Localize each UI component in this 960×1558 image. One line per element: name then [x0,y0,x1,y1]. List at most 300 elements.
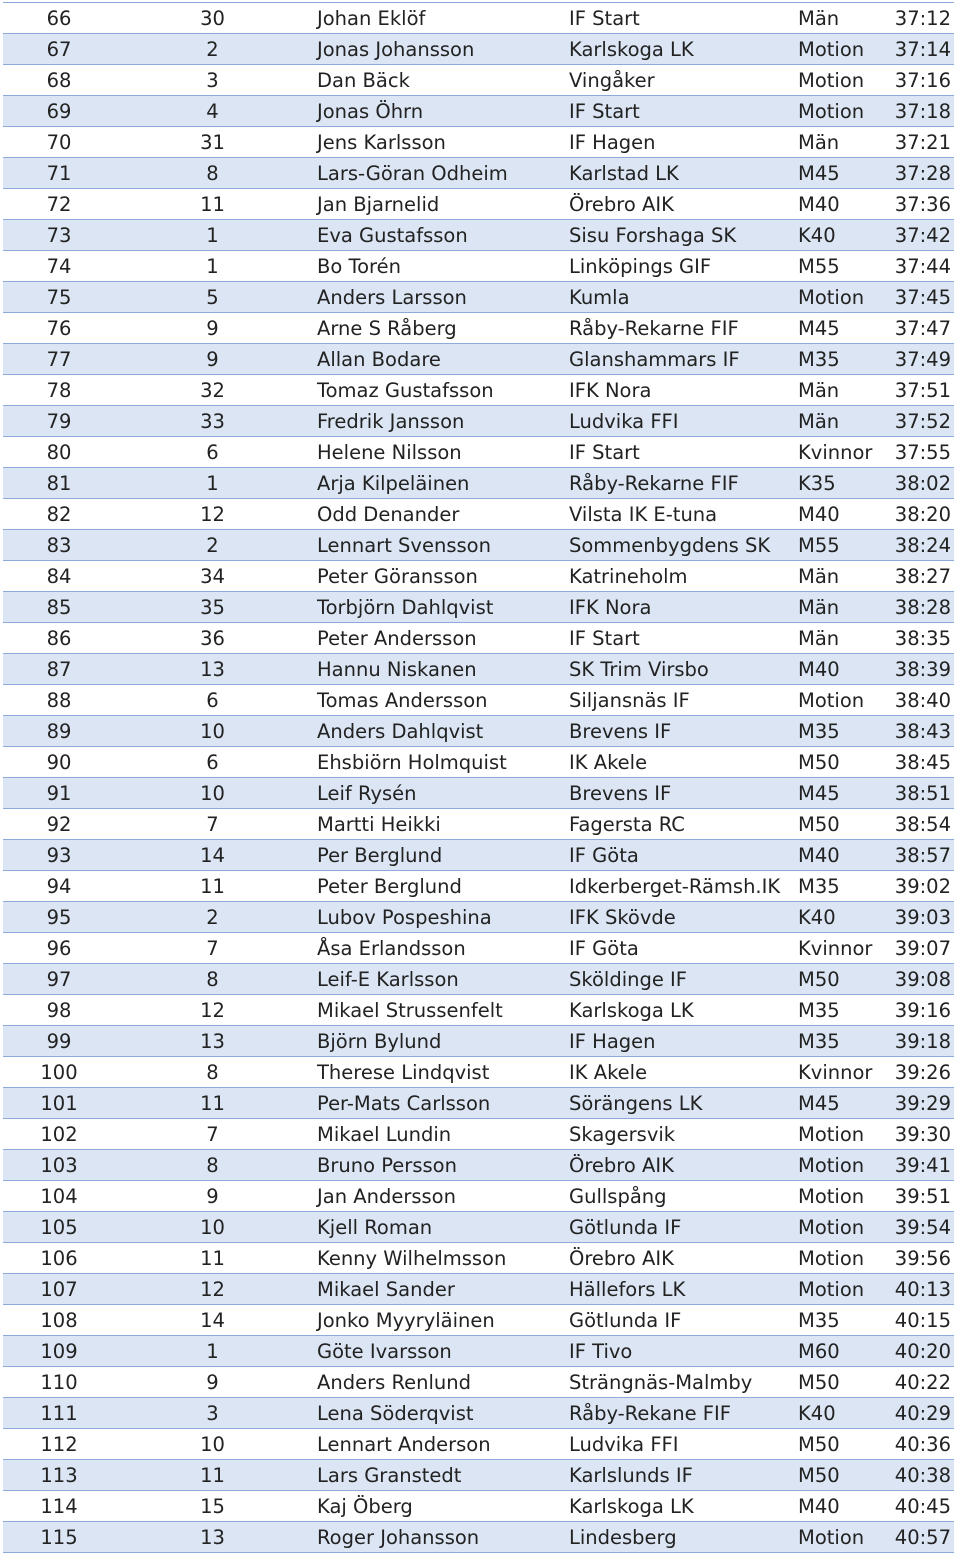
runner-name-cell: Lennart Anderson [317,1432,491,1456]
runner-name-cell: Bo Torén [317,254,401,278]
club-cell: IF Tivo [569,1339,633,1363]
class-place-cell: 9 [206,347,219,371]
class-cell: Motion [798,1153,865,1177]
overall-place-cell: 101 [40,1091,78,1115]
class-place-cell: 4 [206,99,219,123]
club-cell: Siljansnäs IF [569,688,690,712]
overall-place-cell: 99 [46,1029,72,1053]
finish-time-cell: 39:26 [894,1060,951,1084]
class-place-cell: 15 [200,1494,225,1518]
class-cell: M35 [798,719,840,743]
club-cell: Brevens IF [569,719,672,743]
club-cell: IFK Nora [569,595,652,619]
table-row [3,1212,954,1243]
class-place-cell: 14 [200,843,225,867]
class-place-cell: 7 [206,1122,219,1146]
runner-name-cell: Odd Denander [317,502,460,526]
club-cell: IFK Nora [569,378,652,402]
table-row [3,933,954,964]
table-row [3,685,954,716]
class-place-cell: 12 [200,502,225,526]
overall-place-cell: 70 [46,130,72,154]
overall-place-cell: 97 [46,967,72,991]
finish-time-cell: 39:30 [894,1122,951,1146]
class-place-cell: 36 [200,626,225,650]
table-row [3,1119,954,1150]
runner-name-cell: Anders Larsson [317,285,467,309]
runner-name-cell: Lars-Göran Odheim [317,161,508,185]
club-cell: Karlslunds IF [569,1463,693,1487]
runner-name-cell: Leif-E Karlsson [317,967,459,991]
table-row [3,313,954,344]
runner-name-cell: Arja Kilpeläinen [317,471,470,495]
class-place-cell: 13 [200,1525,225,1549]
table-row [3,3,954,34]
runner-name-cell: Peter Berglund [317,874,462,898]
class-place-cell: 1 [206,1339,219,1363]
class-place-cell: 30 [200,6,225,30]
club-cell: Karlskoga LK [569,37,694,61]
overall-place-cell: 98 [46,998,72,1022]
overall-place-cell: 85 [46,595,72,619]
finish-time-cell: 38:35 [894,626,951,650]
class-cell: Män [798,626,840,650]
table-row [3,499,954,530]
runner-name-cell: Leif Rysén [317,781,417,805]
runner-name-cell: Anders Renlund [317,1370,471,1394]
overall-place-cell: 87 [46,657,72,681]
club-cell: Karlskoga LK [569,998,694,1022]
class-place-cell: 8 [206,1153,219,1177]
finish-time-cell: 37:45 [894,285,951,309]
table-row [3,375,954,406]
finish-time-cell: 39:16 [894,998,951,1022]
table-row [3,468,954,499]
club-cell: IF Hagen [569,130,656,154]
club-cell: Strängnäs-Malmby [569,1370,753,1394]
overall-place-cell: 104 [40,1184,78,1208]
overall-place-cell: 74 [46,254,72,278]
class-place-cell: 11 [200,192,225,216]
table-row [3,530,954,561]
finish-time-cell: 37:51 [894,378,951,402]
overall-place-cell: 71 [46,161,72,185]
table-row [3,964,954,995]
class-place-cell: 12 [200,1277,225,1301]
class-cell: Män [798,130,840,154]
overall-place-cell: 76 [46,316,72,340]
runner-name-cell: Roger Johansson [317,1525,480,1549]
runner-name-cell: Mikael Strussenfelt [317,998,503,1022]
runner-name-cell: Lennart Svensson [317,533,491,557]
club-cell: Ludvika FFI [569,409,679,433]
class-cell: Män [798,564,840,588]
class-cell: Motion [798,99,865,123]
class-place-cell: 5 [206,285,219,309]
runner-name-cell: Jan Andersson [317,1184,456,1208]
table-row [3,1336,954,1367]
runner-name-cell: Kenny Wilhelmsson [317,1246,507,1270]
class-cell: M45 [798,781,840,805]
table-row [3,34,954,65]
runner-name-cell: Kjell Roman [317,1215,433,1239]
runner-name-cell: Peter Andersson [317,626,477,650]
class-cell: M40 [798,192,840,216]
class-place-cell: 9 [206,1184,219,1208]
table-row [3,96,954,127]
club-cell: Idkerberget-Rämsh.IK [569,874,781,898]
club-cell: IF Start [569,99,640,123]
finish-time-cell: 37:36 [894,192,951,216]
overall-place-cell: 86 [46,626,72,650]
finish-time-cell: 40:38 [894,1463,951,1487]
club-cell: Ludvika FFI [569,1432,679,1456]
class-place-cell: 2 [206,533,219,557]
finish-time-cell: 38:24 [894,533,951,557]
club-cell: IK Akele [569,1060,648,1084]
class-cell: Motion [798,1184,865,1208]
club-cell: IFK Skövde [569,905,676,929]
finish-time-cell: 39:07 [894,936,951,960]
runner-name-cell: Jan Bjarnelid [317,192,440,216]
overall-place-cell: 105 [40,1215,78,1239]
table-row [3,654,954,685]
class-place-cell: 11 [200,1091,225,1115]
finish-time-cell: 38:54 [894,812,951,836]
class-cell: Motion [798,1277,865,1301]
runner-name-cell: Björn Bylund [317,1029,442,1053]
class-place-cell: 1 [206,254,219,278]
table-row [3,716,954,747]
class-place-cell: 33 [200,409,225,433]
runner-name-cell: Johan Eklöf [317,6,426,30]
finish-time-cell: 40:22 [894,1370,951,1394]
class-cell: M50 [798,1370,840,1394]
class-place-cell: 2 [206,37,219,61]
finish-time-cell: 39:03 [894,905,951,929]
overall-place-cell: 115 [40,1525,78,1549]
runner-name-cell: Bruno Persson [317,1153,457,1177]
club-cell: Råby-Rekane FIF [569,1401,731,1425]
overall-place-cell: 82 [46,502,72,526]
class-cell: Kvinnor [798,1060,873,1084]
class-cell: Män [798,409,840,433]
finish-time-cell: 37:52 [894,409,951,433]
overall-place-cell: 69 [46,99,72,123]
runner-name-cell: Lena Söderqvist [317,1401,474,1425]
runner-name-cell: Mikael Lundin [317,1122,452,1146]
runner-name-cell: Per-Mats Carlsson [317,1091,491,1115]
table-row [3,561,954,592]
class-cell: Motion [798,688,865,712]
table-row [3,1522,954,1553]
finish-time-cell: 38:45 [894,750,951,774]
overall-place-cell: 83 [46,533,72,557]
overall-place-cell: 91 [46,781,72,805]
class-cell: Motion [798,1525,865,1549]
runner-name-cell: Mikael Sander [317,1277,455,1301]
runner-name-cell: Eva Gustafsson [317,223,468,247]
runner-name-cell: Anders Dahlqvist [317,719,484,743]
overall-place-cell: 112 [40,1432,78,1456]
finish-time-cell: 39:02 [894,874,951,898]
class-cell: M35 [798,1308,840,1332]
club-cell: Götlunda IF [569,1215,682,1239]
runner-name-cell: Dan Bäck [317,68,410,92]
table-row [3,1429,954,1460]
class-cell: M35 [798,1029,840,1053]
class-place-cell: 7 [206,936,219,960]
class-cell: Kvinnor [798,440,873,464]
table-row [3,778,954,809]
table-row [3,1274,954,1305]
overall-place-cell: 107 [40,1277,78,1301]
table-row [3,1367,954,1398]
overall-place-cell: 92 [46,812,72,836]
runner-name-cell: Per Berglund [317,843,443,867]
table-row [3,437,954,468]
class-cell: M55 [798,254,840,278]
class-cell: Motion [798,1215,865,1239]
club-cell: Götlunda IF [569,1308,682,1332]
class-cell: Män [798,378,840,402]
class-place-cell: 6 [206,750,219,774]
runner-name-cell: Tomaz Gustafsson [317,378,494,402]
class-place-cell: 35 [200,595,225,619]
overall-place-cell: 78 [46,378,72,402]
runner-name-cell: Tomas Andersson [317,688,488,712]
runner-name-cell: Peter Göransson [317,564,478,588]
finish-time-cell: 38:57 [894,843,951,867]
club-cell: SK Trim Virsbo [569,657,709,681]
runner-name-cell: Allan Bodare [317,347,441,371]
overall-place-cell: 80 [46,440,72,464]
club-cell: IF Start [569,440,640,464]
finish-time-cell: 37:21 [894,130,951,154]
class-cell: M60 [798,1339,840,1363]
table-row [3,1398,954,1429]
table-row [3,282,954,313]
class-place-cell: 13 [200,1029,225,1053]
finish-time-cell: 39:41 [894,1153,951,1177]
club-cell: IF Start [569,6,640,30]
club-cell: Vilsta IK E-tuna [569,502,718,526]
finish-time-cell: 38:40 [894,688,951,712]
class-place-cell: 11 [200,1246,225,1270]
club-cell: Skagersvik [569,1122,676,1146]
class-place-cell: 11 [200,874,225,898]
overall-place-cell: 103 [40,1153,78,1177]
finish-time-cell: 39:18 [894,1029,951,1053]
class-cell: Män [798,6,840,30]
class-place-cell: 9 [206,1370,219,1394]
class-place-cell: 32 [200,378,225,402]
class-cell: M45 [798,316,840,340]
class-place-cell: 1 [206,223,219,247]
table-row [3,902,954,933]
table-row [3,995,954,1026]
table-row [3,840,954,871]
club-cell: Gullspång [569,1184,667,1208]
overall-place-cell: 113 [40,1463,78,1487]
club-cell: IK Akele [569,750,648,774]
finish-time-cell: 37:55 [894,440,951,464]
class-place-cell: 31 [200,130,225,154]
class-cell: M40 [798,657,840,681]
club-cell: Fagersta RC [569,812,685,836]
runner-name-cell: Lars Granstedt [317,1463,462,1487]
class-place-cell: 3 [206,68,219,92]
class-place-cell: 10 [200,1432,225,1456]
finish-time-cell: 38:20 [894,502,951,526]
table-row [3,1150,954,1181]
table-row [3,344,954,375]
class-place-cell: 12 [200,998,225,1022]
finish-time-cell: 39:54 [894,1215,951,1239]
runner-name-cell: Kaj Öberg [317,1494,413,1518]
table-row [3,809,954,840]
class-place-cell: 3 [206,1401,219,1425]
finish-time-cell: 38:02 [894,471,951,495]
overall-place-cell: 89 [46,719,72,743]
finish-time-cell: 38:27 [894,564,951,588]
club-cell: Kumla [569,285,630,309]
class-place-cell: 1 [206,471,219,495]
finish-time-cell: 40:45 [894,1494,951,1518]
finish-time-cell: 40:57 [894,1525,951,1549]
class-cell: Kvinnor [798,936,873,960]
runner-name-cell: Åsa Erlandsson [317,936,466,960]
overall-place-cell: 96 [46,936,72,960]
runner-name-cell: Jonko Myyryläinen [317,1308,495,1332]
class-place-cell: 6 [206,688,219,712]
class-cell: Män [798,595,840,619]
overall-place-cell: 73 [46,223,72,247]
club-cell: Örebro AIK [569,1153,674,1177]
runner-name-cell: Lubov Pospeshina [317,905,492,929]
table-row [3,406,954,437]
club-cell: Sköldinge IF [569,967,688,991]
class-place-cell: 10 [200,1215,225,1239]
class-cell: K40 [798,223,836,247]
overall-place-cell: 108 [40,1308,78,1332]
class-cell: K40 [798,905,836,929]
finish-time-cell: 37:16 [894,68,951,92]
table-row [3,220,954,251]
class-place-cell: 10 [200,781,225,805]
club-cell: Karlskoga LK [569,1494,694,1518]
club-cell: Örebro AIK [569,192,674,216]
class-cell: Motion [798,1122,865,1146]
table-row [3,592,954,623]
finish-time-cell: 40:36 [894,1432,951,1456]
runner-name-cell: Helene Nilsson [317,440,462,464]
overall-place-cell: 93 [46,843,72,867]
overall-place-cell: 106 [40,1246,78,1270]
table-row [3,747,954,778]
overall-place-cell: 111 [40,1401,78,1425]
class-cell: Motion [798,68,865,92]
club-cell: Karlstad LK [569,161,679,185]
class-cell: M35 [798,874,840,898]
runner-name-cell: Jonas Johansson [317,37,475,61]
runner-name-cell: Ehsbiörn Holmquist [317,750,507,774]
runner-name-cell: Jonas Öhrn [317,99,424,123]
table-row [3,127,954,158]
overall-place-cell: 90 [46,750,72,774]
runner-name-cell: Martti Heikki [317,812,441,836]
class-place-cell: 7 [206,812,219,836]
class-cell: Motion [798,1246,865,1270]
finish-time-cell: 37:12 [894,6,951,30]
table-row [3,1181,954,1212]
table-row [3,1305,954,1336]
overall-place-cell: 102 [40,1122,78,1146]
club-cell: Råby-Rekarne FIF [569,471,739,495]
overall-place-cell: 67 [46,37,72,61]
finish-time-cell: 40:15 [894,1308,951,1332]
overall-place-cell: 72 [46,192,72,216]
runner-name-cell: Arne S Råberg [317,316,457,340]
table-row [3,871,954,902]
overall-place-cell: 84 [46,564,72,588]
class-cell: K40 [798,1401,836,1425]
class-cell: M50 [798,1432,840,1456]
table-row [3,1088,954,1119]
overall-place-cell: 88 [46,688,72,712]
class-place-cell: 10 [200,719,225,743]
table-row [3,251,954,282]
finish-time-cell: 37:49 [894,347,951,371]
overall-place-cell: 114 [40,1494,78,1518]
class-cell: M45 [798,161,840,185]
class-cell: M50 [798,750,840,774]
class-cell: M40 [798,843,840,867]
class-place-cell: 34 [200,564,225,588]
overall-place-cell: 109 [40,1339,78,1363]
class-cell: M50 [798,1463,840,1487]
finish-time-cell: 37:14 [894,37,951,61]
table-row [3,623,954,654]
club-cell: Råby-Rekarne FIF [569,316,739,340]
club-cell: Sörängens LK [569,1091,703,1115]
club-cell: Sisu Forshaga SK [569,223,737,247]
finish-time-cell: 39:56 [894,1246,951,1270]
class-cell: Motion [798,285,865,309]
runner-name-cell: Jens Karlsson [317,130,446,154]
class-cell: M40 [798,502,840,526]
finish-time-cell: 37:47 [894,316,951,340]
class-place-cell: 11 [200,1463,225,1487]
finish-time-cell: 40:20 [894,1339,951,1363]
class-cell: M50 [798,967,840,991]
finish-time-cell: 38:51 [894,781,951,805]
club-cell: Brevens IF [569,781,672,805]
finish-time-cell: 39:29 [894,1091,951,1115]
runner-name-cell: Fredrik Jansson [317,409,465,433]
club-cell: Glanshammars IF [569,347,740,371]
overall-place-cell: 95 [46,905,72,929]
table-row [3,65,954,96]
overall-place-cell: 100 [40,1060,78,1084]
club-cell: IF Göta [569,843,639,867]
class-cell: M55 [798,533,840,557]
finish-time-cell: 40:13 [894,1277,951,1301]
club-cell: Lindesberg [569,1525,677,1549]
finish-time-cell: 37:44 [894,254,951,278]
finish-time-cell: 37:42 [894,223,951,247]
club-cell: Örebro AIK [569,1246,674,1270]
